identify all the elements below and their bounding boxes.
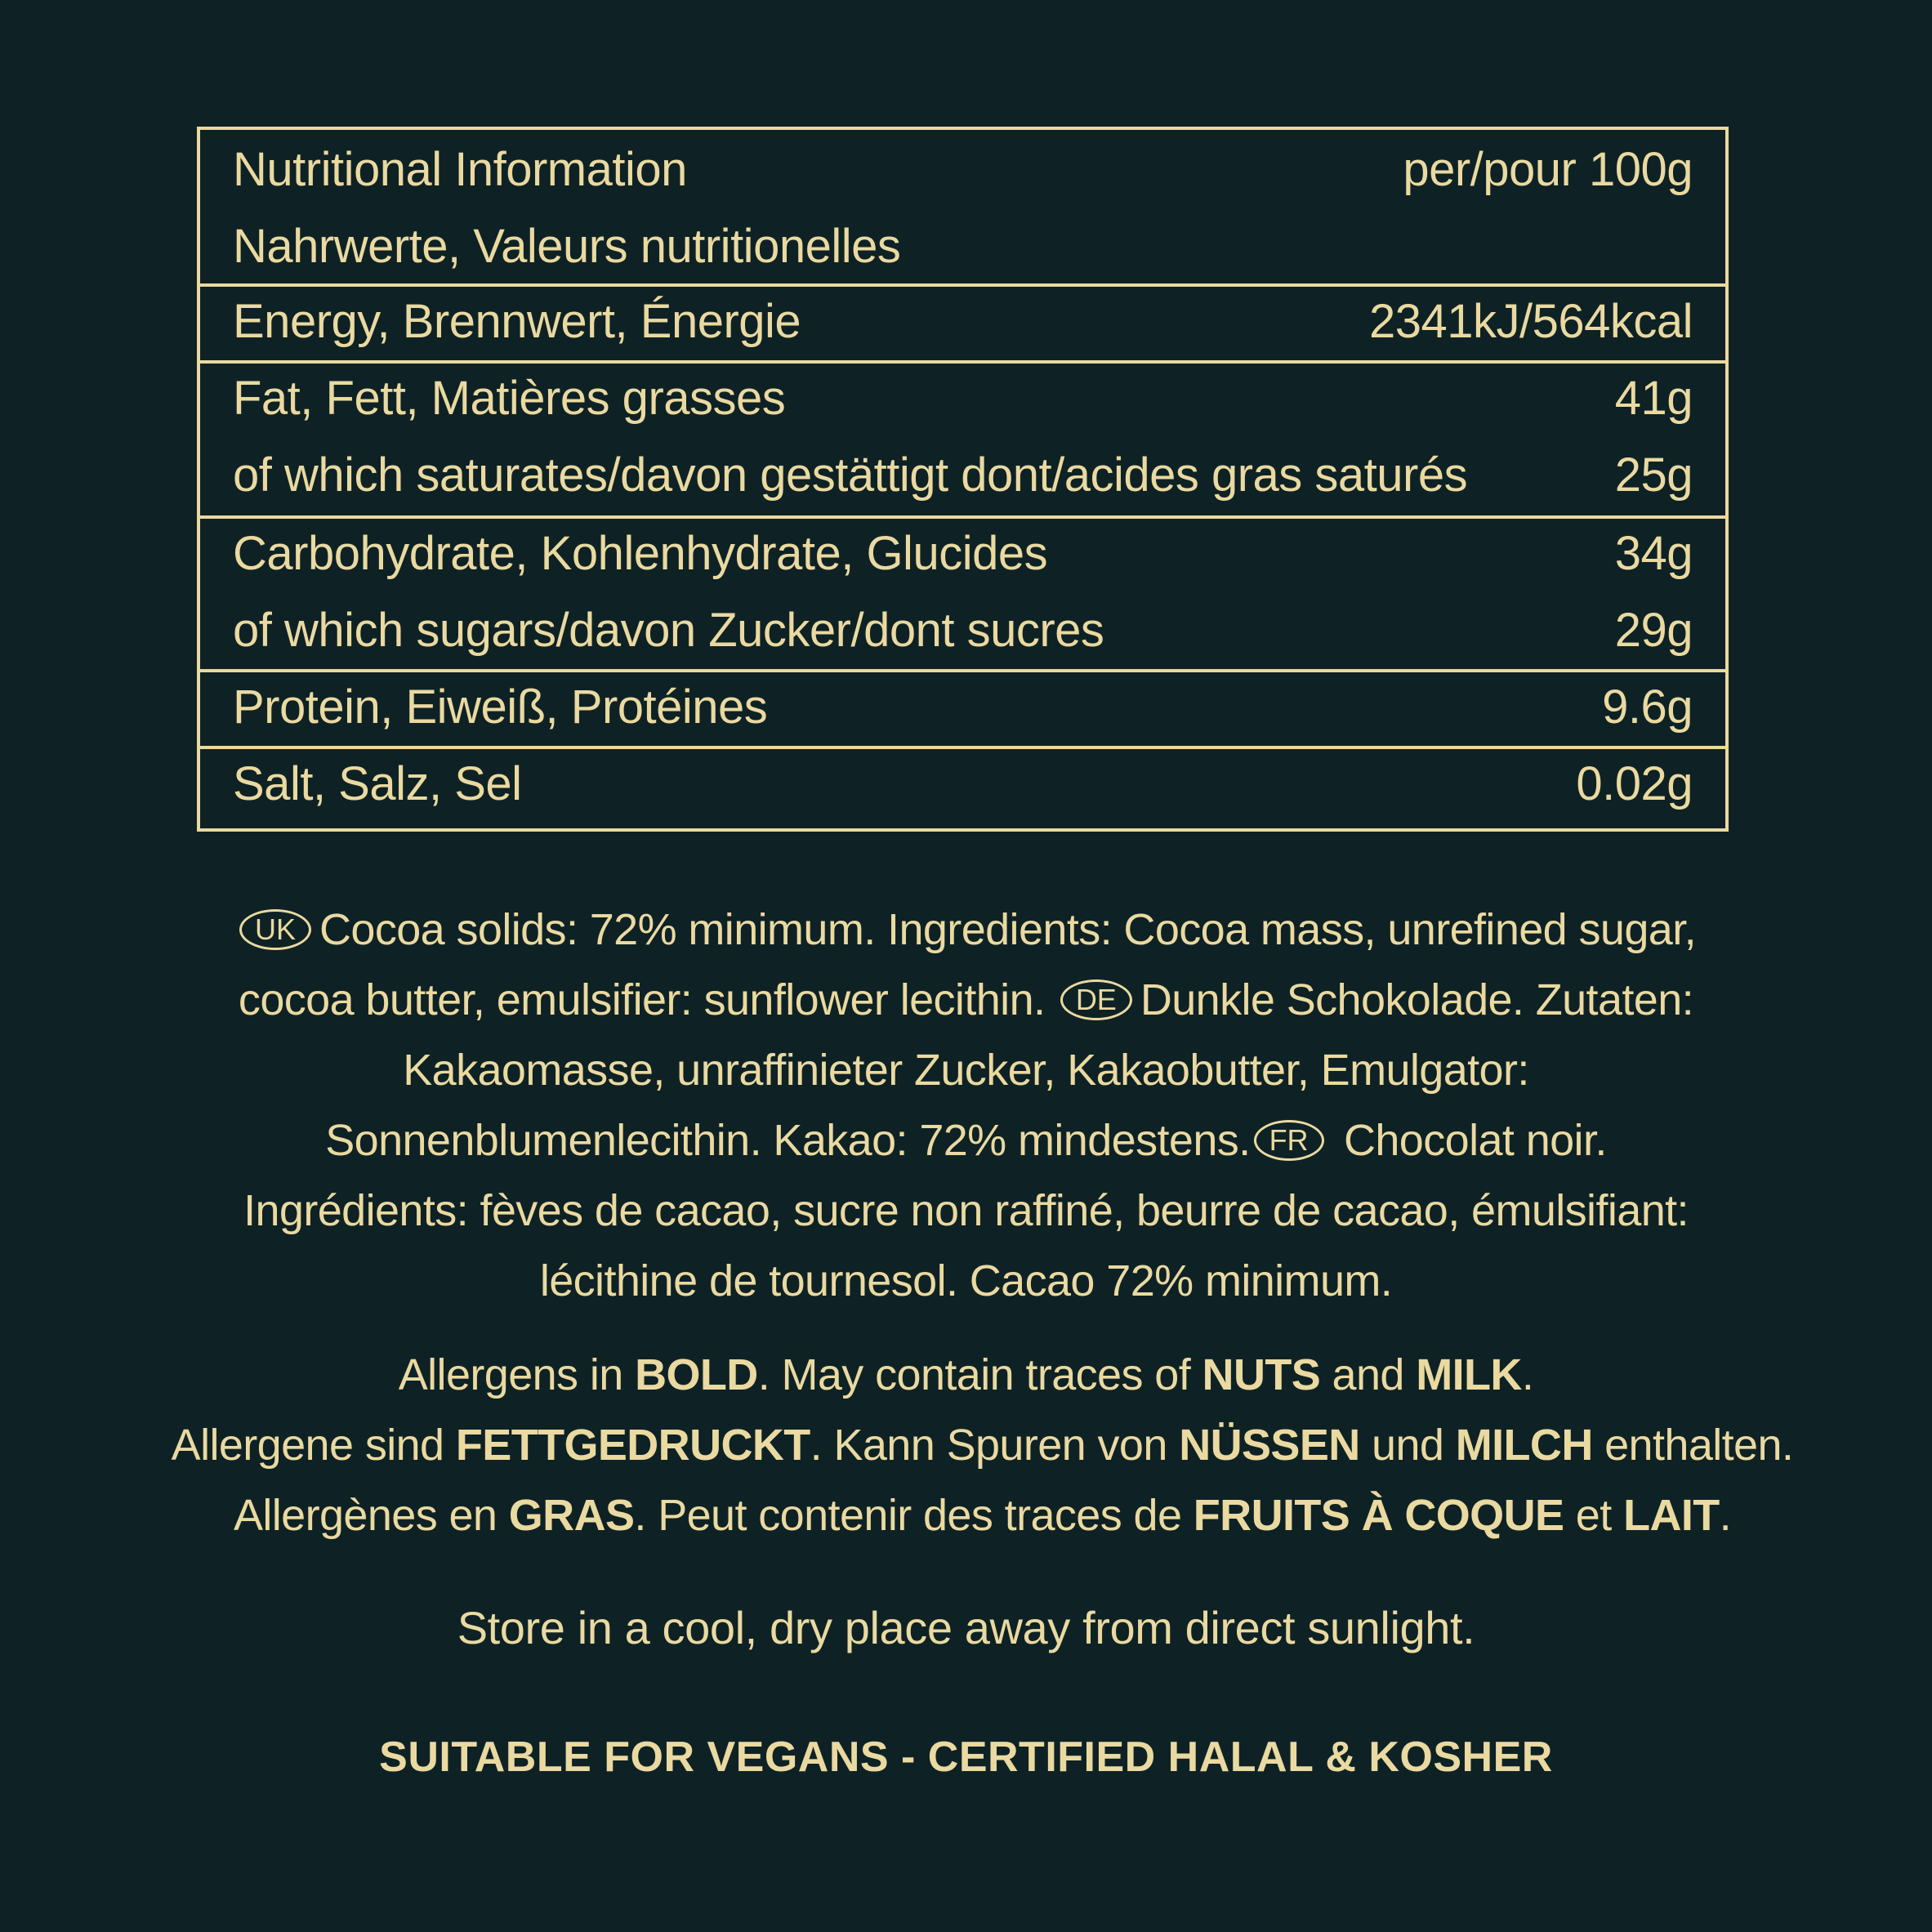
salt-group [200, 746, 1725, 828]
allergens-en-text-3: and [1320, 1350, 1417, 1399]
salt-value: 0.02g [1576, 757, 1693, 810]
ingredients-text-4a: Sonnenblumenlecithin. Kakao: 72% mindestens. [325, 1116, 1251, 1165]
ingredients-block [123, 895, 1809, 1316]
ingredients-text-1: Cocoa solids: 72% minimum. Ingredients: Cocoa mass, unrefined sugar, [319, 905, 1697, 954]
energy-group [200, 283, 1725, 360]
allergens-fr-text-4: . [1719, 1491, 1732, 1540]
allergens-fr-text-3: et [1564, 1491, 1624, 1540]
ingredients-text-3: Kakaomasse, unraffinieter Zucker, Kakaobutter, Emulgator: [403, 1046, 1529, 1095]
allergens-block [123, 1340, 1809, 1551]
allergens-en-bold-3: MILK [1416, 1350, 1522, 1399]
ingredients-text-2a: cocoa butter, emulsifier: sunflower lecithin. [238, 975, 1046, 1024]
ingredients-line-2 [123, 965, 1809, 1035]
allergens-fr-bold-2: FRUITS À COQUE [1193, 1491, 1564, 1540]
protein-value: 9.6g [1602, 680, 1693, 734]
fr-language-badge: FR [1254, 1120, 1324, 1161]
certification-text: SUITABLE FOR VEGANS - CERTIFIED HALAL & KOSHER [379, 1733, 1553, 1781]
ingredients-line-5 [123, 1176, 1809, 1246]
fat-label: Fat, Fett, Matières grasses [233, 372, 786, 425]
protein-label: Protein, Eiweiß, Protéines [233, 680, 768, 734]
nutrition-header [200, 130, 1725, 283]
ingredients-line-3 [123, 1035, 1809, 1105]
allergens-de-bold-1: FETTGEDRUCKT [455, 1421, 810, 1470]
sugars-row [200, 592, 1725, 669]
nutrition-header-row [200, 132, 1725, 208]
allergens-en-text-1: Allergens in [398, 1350, 636, 1399]
carbohydrate-value: 34g [1614, 527, 1693, 580]
nutrition-title: Nutritional Information [233, 143, 687, 196]
carbohydrate-row [200, 515, 1725, 592]
fat-row [200, 360, 1725, 437]
ingredients-text-5: Ingrédients: fèves de cacao, sucre non raffiné, beurre de cacao, émulsifiant: [243, 1186, 1689, 1235]
fat-group [200, 360, 1725, 515]
ingredients-line-4 [123, 1105, 1809, 1176]
allergens-de-bold-3: MILCH [1455, 1421, 1593, 1470]
saturates-value: 25g [1614, 448, 1693, 502]
allergens-de-text-1: Allergene sind [171, 1421, 456, 1470]
energy-row [200, 283, 1725, 360]
allergens-en-bold-1: BOLD [635, 1350, 758, 1399]
nutrition-subtitle: Nahrwerte, Valeurs nutritionelles [233, 220, 901, 273]
sugars-label: of which sugars/davon Zucker/dont sucres [233, 604, 1104, 657]
nutrition-subtitle-row [200, 208, 1725, 285]
allergens-fr-text-2: . Peut contenir des traces de [634, 1491, 1194, 1540]
salt-row [200, 746, 1725, 823]
allergens-fr-bold-1: GRAS [508, 1491, 635, 1540]
energy-value: 2341kJ/564kcal [1368, 295, 1693, 348]
allergens-en-text-4: . [1521, 1350, 1534, 1399]
saturates-row [200, 437, 1725, 514]
allergens-line-de [123, 1410, 1809, 1480]
carbohydrate-group [200, 515, 1725, 669]
allergens-line-en [123, 1340, 1809, 1410]
allergens-de-text-2: . Kann Spuren von [810, 1421, 1180, 1470]
uk-language-badge: UK [239, 909, 311, 950]
ingredients-text-2b: Dunkle Schokolade. Zutaten: [1140, 975, 1694, 1024]
ingredients-text-4b: Chocolat noir. [1343, 1116, 1607, 1165]
allergens-de-text-4: enthalten. [1592, 1421, 1794, 1470]
salt-label: Salt, Salz, Sel [233, 757, 522, 810]
fat-value: 41g [1614, 372, 1693, 425]
allergens-fr-text-1: Allergènes en [233, 1491, 509, 1540]
protein-group [200, 669, 1725, 746]
de-language-badge: DE [1060, 979, 1132, 1020]
saturates-label: of which saturates/davon gestättigt dont/acides gras saturés [233, 448, 1468, 502]
allergens-en-bold-2: NUTS [1202, 1350, 1321, 1399]
storage-instructions: Store in a cool, dry place away from direct sunlight. [457, 1602, 1475, 1653]
nutrition-table [197, 127, 1729, 832]
per-100g-label: per/pour 100g [1403, 143, 1693, 196]
ingredients-line-6 [123, 1246, 1809, 1316]
allergens-line-fr [123, 1480, 1809, 1551]
allergens-de-bold-2: NÜSSEN [1179, 1421, 1360, 1470]
allergens-en-text-2: . May contain traces of [757, 1350, 1202, 1399]
carbohydrate-label: Carbohydrate, Kohlenhydrate, Glucides [233, 527, 1048, 580]
ingredients-text-6: lécithine de tournesol. Cacao 72% minimum. [539, 1256, 1393, 1305]
ingredients-line-1 [123, 895, 1809, 965]
sugars-value: 29g [1614, 604, 1693, 657]
allergens-fr-bold-3: LAIT [1623, 1491, 1720, 1540]
protein-row [200, 669, 1725, 746]
allergens-de-text-3: und [1359, 1421, 1456, 1470]
energy-label: Energy, Brennwert, Énergie [233, 295, 801, 348]
